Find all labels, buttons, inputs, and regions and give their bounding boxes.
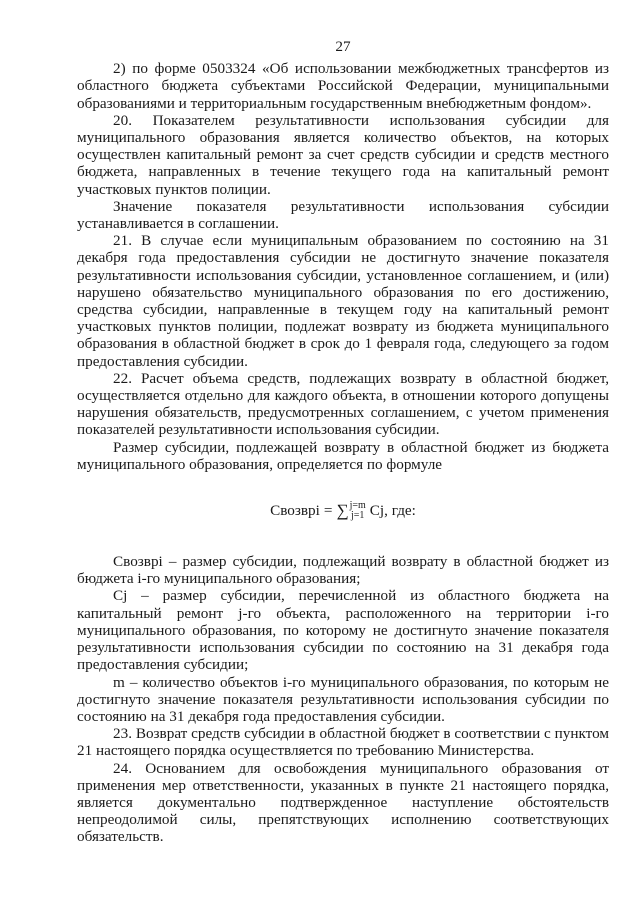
sum-limits	[350, 501, 366, 521]
formula-sum	[336, 501, 365, 521]
formula-term: Cj, где:	[369, 502, 416, 520]
sum-lower-limit: j=1	[350, 510, 365, 522]
paragraph-indicator-value: Значение показателя результативности использования субсидии устанавливается в соглашении.	[77, 197, 609, 233]
paragraph-item-2: 2) по форме 0503324 «Об использовании межбюджетных трансфертов из областного бюджета субъектами Российской Федерации, муниципальными образованиями и территориальным государственным внебюджетным фондом».	[77, 60, 609, 112]
formula-lhs: Свозврi	[270, 502, 320, 520]
definition-cj: Cj – размер субсидии, перечисленной из областного бюджета на капитальный ремонт j-го объекта, расположенного на территории i-го муниципального образования, по которому не достигнуто значение показателя результативности использования субсидии по состоянию на 31 декабря года предоставления субсидии;	[77, 587, 609, 674]
paragraph-24: 24. Основанием для освобождения муниципального образования от применения мер ответственности, указанных в пункте 21 настоящего порядка, является документально подтвержденное наступление обстоятельств непреодолимой силы, препятствующих исполнению соответствующих обязательств.	[77, 759, 609, 846]
formula-equals: =	[323, 502, 333, 520]
return-formula	[77, 501, 609, 521]
paragraph-formula-intro: Размер субсидии, подлежащей возврату в областной бюджет из бюджета муниципального образования, определяется по формуле	[77, 438, 609, 473]
document-page	[77, 38, 609, 846]
definition-svozvr: Свозврi – размер субсидии, подлежащий возврату в областной бюджет из бюджета i-го муниципального образования;	[77, 553, 609, 588]
paragraph-22: 22. Расчет объема средств, подлежащих возврату в областной бюджет, осуществляется отдельно для каждого объекта, в отношении которого допущены нарушения обязательств, предусмотренных соглашением, с учетом применения показателей результативности использования субсидии.	[77, 369, 609, 439]
sigma-symbol: ∑	[336, 501, 349, 521]
paragraph-20: 20. Показателем результативности использования субсидии для муниципального образования является количество объектов, на которых осуществлен капитальный ремонт за счет средств субсидии и средств местного бюджета, направленных в течение текущего года на капитальный ремонт участковых пунктов полиции.	[77, 111, 609, 198]
page-number: 27	[335, 38, 351, 55]
paragraph-23: 23. Возврат средств субсидии в областной бюджет в соответствии с пунктом 21 настоящего порядка осуществляется по требованию Министерства.	[77, 725, 609, 760]
definition-m: m – количество объектов i-го муниципального образования, по которым не достигнуто значение показателя результативности использования субсидии по состоянию на 31 декабря года предоставления субсидии.	[77, 673, 609, 725]
sum-upper-limit: j=m	[349, 500, 366, 512]
paragraph-21: 21. В случае если муниципальным образованием по состоянию на 31 декабря года предоставления субсидии не достигнуто значение показателя результативности использования субсидии, установленное соглашением, и (или) нарушено обязательство муниципального образования по его достижению, средства субсидии, направленные в текущем году на капитальный ремонт участковых пунктов полиции, подлежат возврату из бюджета муниципального образования в областной бюджет в срок до 1 февраля года, следующего за годом предоставления субсидии.	[77, 232, 609, 370]
